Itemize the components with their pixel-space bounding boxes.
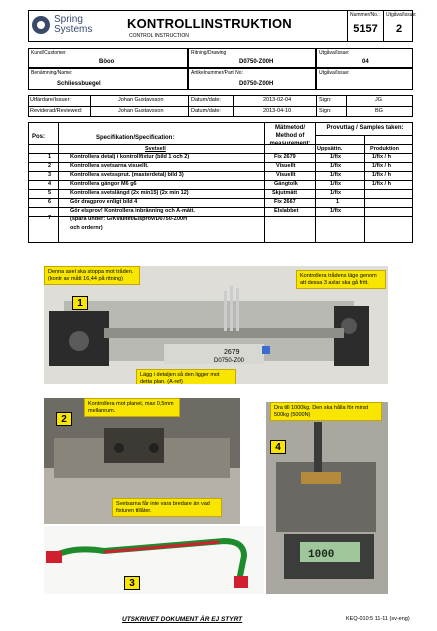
name-cell: Benämning/Name: Schliessbuegel xyxy=(28,68,188,90)
note-weld-width: Svetsarna får inte vara bredare än vad fixturen tillåter. xyxy=(112,498,222,517)
note-axle-stop: Denna axel ska stoppa mot tråden. (kontr av mått 16,44 på ritning) xyxy=(44,266,140,285)
part-number-cell: Artikelnummer/Part No: D0750-Z00H xyxy=(188,68,316,90)
customer-value: Böoo xyxy=(99,59,115,65)
issue-number-box: Utgåva/Issue: 2 xyxy=(383,11,414,42)
part-number-value: D0750-Z00H xyxy=(239,81,274,87)
fixture-photo-2 xyxy=(44,398,240,524)
note-pull-test: Dra till 1000kg. Den ska hålla för minst 500kg (5000N) xyxy=(270,402,382,421)
part-issue-cell: Utgåva/Issue: xyxy=(316,68,413,90)
logo-text: Spring Systems xyxy=(54,14,93,35)
note-plane-gap: Kontrollera mot planet, max 0,5mm mellanrum. xyxy=(84,398,180,417)
pull-test-photo xyxy=(266,402,388,594)
document-header xyxy=(28,10,417,42)
setup-header: Uppsättn. xyxy=(317,146,343,152)
document-number: 5157 xyxy=(353,23,378,35)
svg-text:1000: 1000 xyxy=(308,549,335,561)
sign-label: Sign: xyxy=(319,97,332,103)
issue-number: 2 xyxy=(395,23,403,35)
name-value: Schliessbuegel xyxy=(57,81,101,87)
issuer-sign: JG xyxy=(375,97,383,103)
image-tag-4: 4 xyxy=(270,440,286,454)
drawing-issue-value: 04 xyxy=(362,59,369,65)
drawing-cell: Ritning/Drawing D0750-Z00H xyxy=(188,48,316,68)
image-tag-2: 2 xyxy=(56,412,72,426)
date-label: Datum/date: xyxy=(191,97,221,103)
footer-form-code: KEQ-010:5 11-11 (sv-eng) xyxy=(346,616,410,622)
drawing-issue-cell: Utgåva/Issue: 04 xyxy=(316,48,413,68)
svg-text:2679: 2679 xyxy=(224,349,240,356)
reviewer-value: Johan Gustavsson xyxy=(118,108,164,114)
document-page: Spring Systems KONTROLLINSTRUKTION CONTROL INSTRUCTION Nummer/No.: 5157 Utgåva/Issue: 2 Kund/Customer Böoo Ritning/Drawing D0750-Z00H Utgåva/Issue: 04 Benämning/Name: Schliessbuegel Artikelnummer/Part No: D0750-Z00H Utgåva/Issue: Utfärdare/Issuer: Johan Gustavsson Datum/date: 2013-02-04 Sign: JG Reviderad/Reviewed: Johan Gustavsson Datum/date: 2013-04-10 Sign: BG Pos: Specifikation/Specification: Mätmetod/ Method of measurement: Provuttag / Samples taken: Uppsättn. Produktion Svetsell 1 Kontrollera detalj i kontrollfixtur (bild 1 och 2) Fix 2679 1/fix 1/fix / h 2 Kontrollera svetsarna visuellt. Visuellt 1/fix 1/fix / h 3 Kontrollera svetssprut. (masterdetalj bild 3) Visuellt 1/fix 1/fix / h 4 Kontrollera gängor M6 g6 Gängtolk 1/fix 1/fix / h 5 Kontrollera svetslängd (2x min15) (2x min 12) Skjutmått 1/fix 6 Gör dragprov enligt bild 4 Fix 2667 1 7 Gör elsprov! Kontrollera inbränning och A-mått. (spara under: G/Kvalitet/Elsprov/D0750-Z00H och ordernr) Elslabbet 1/fix 2679 D0750-Z00 Denna axel ska stoppa mot tråden. (kontr av mått 16,44 på ritning) Kontrollera trådens läge genom att dessa 3 axlar ska gå fritt. Lägg i detaljen så den ligger mot detta plan. (A-ref) 1 Kontrollera mot planet, max 0,5mm mellanrum. Svetsarna får inte vara bredare än vad fixturen tillåter. 2 1000 Dra till 1000kg. Den ska hålla för minst 500kg (5000N) 4 3 UTSKRIVET DOKUMENT ÄR EJ STYRT KEQ-010:5 11-11 (sv-eng) xyxy=(30,12,417,623)
document-number-box: Nummer/No.: 5157 xyxy=(347,11,383,42)
table-row: 7 Gör elsprov! Kontrollera inbränning och A-mått. (spara under: G/Kvalitet/Elsprov/D0750-Z00H och ordernr) Elslabbet 1/fix xyxy=(48,208,342,231)
page-subtitle: CONTROL INSTRUCTION xyxy=(129,33,189,39)
note-wire-position: Kontrollera trådens läge genom att dessa 3 axlar ska gå fritt. xyxy=(296,270,386,289)
spec-header: Specifikation/Specification: xyxy=(96,135,175,141)
customer-cell: Kund/Customer Böoo xyxy=(28,48,188,68)
table-row: 2 Kontrollera svetsarna visuellt. Visuellt 1/fix 1/fix / h xyxy=(48,163,391,169)
logo-icon xyxy=(32,16,50,34)
fixture-photo-1 xyxy=(44,266,388,384)
pos-header: Pos: xyxy=(32,134,46,140)
issue-date: 2013-02-04 xyxy=(263,97,292,103)
table-row: 3 Kontrollera svetssprut. (masterdetalj bild 3) Visuellt 1/fix 1/fix / h xyxy=(48,172,391,178)
table-row: 5 Kontrollera svetslängd (2x min15) (2x min 12) Skjutmått 1/fix xyxy=(48,190,342,196)
method-header: Mätmetod/ Method of measurement: xyxy=(269,125,311,147)
issuer-label: Utfärdare/Issuer: xyxy=(30,97,71,103)
drawing-value: D0750-Z00H xyxy=(239,59,274,65)
image-tag-1: 1 xyxy=(72,296,88,310)
page-title: KONTROLLINSTRUKTION xyxy=(127,16,292,31)
reviewer-label: Reviderad/Reviewed: xyxy=(30,108,83,114)
production-header: Produktion xyxy=(370,146,400,152)
note-a-reference: Lägg i detaljen så den ligger mot detta plan. (A-ref) xyxy=(136,369,236,384)
issuer-value: Johan Gustavsson xyxy=(118,97,164,103)
review-date: 2013-04-10 xyxy=(263,108,292,114)
section-title: Svetsell xyxy=(145,146,166,152)
samples-header: Provuttag / Samples taken: xyxy=(326,125,404,131)
table-row: 4 Kontrollera gängor M6 g6 Gängtolk 1/fix 1/fix / h xyxy=(48,181,391,187)
reviewer-sign: BG xyxy=(375,108,383,114)
master-part-photo xyxy=(44,526,264,594)
image-tag-3: 3 xyxy=(124,576,140,590)
table-row: 1 Kontrollera detalj i kontrollfixtur (bild 1 och 2) Fix 2679 1/fix 1/fix / h xyxy=(48,154,391,160)
table-row: 6 Gör dragprov enligt bild 4 Fix 2667 1 xyxy=(48,199,340,205)
footer-uncontrolled-notice: UTSKRIVET DOKUMENT ÄR EJ STYRT xyxy=(122,616,243,623)
svg-text:D0750-Z00: D0750-Z00 xyxy=(214,358,245,364)
spring-systems-logo xyxy=(32,15,120,39)
